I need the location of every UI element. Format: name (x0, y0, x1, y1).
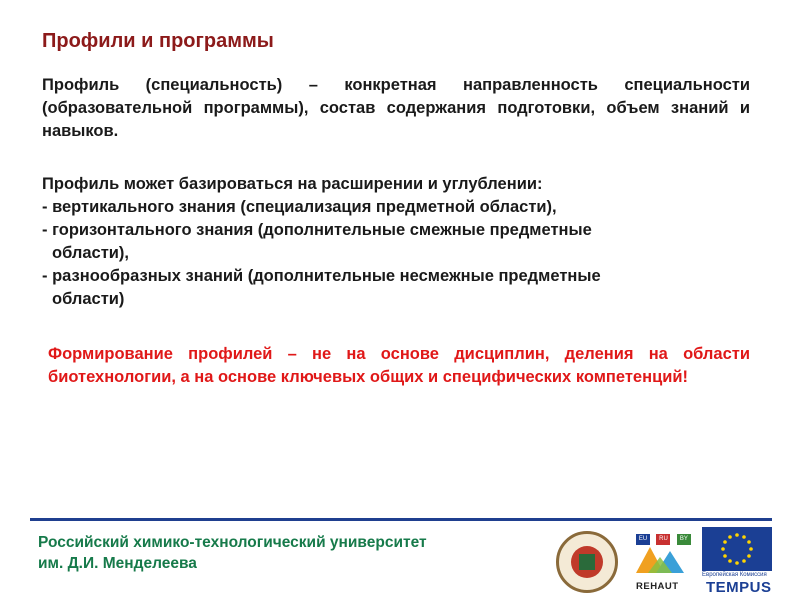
university-name-line1: Российский химико-технологический университет (38, 534, 427, 551)
flag-ru: RU (656, 534, 670, 545)
profile-basis-list (42, 173, 750, 311)
footer-divider (30, 518, 772, 521)
flag-eu: EU (636, 534, 650, 545)
partner-flags (636, 527, 693, 545)
flag-by: BY (677, 534, 691, 545)
tempus-logo-text: TEMPUS (706, 579, 772, 596)
eu-stars-icon (702, 527, 772, 571)
list-item-horizontal-cont: области), (52, 244, 129, 262)
list-item-horizontal: - горизонтального знания (дополнительные смежные предметные (42, 221, 592, 239)
highlight-statement: Формирование профилей – не на основе дисциплин, деления на области биотехнологии, а на основе ключевых общих и специфических компетенций! (48, 345, 750, 386)
rehaut-mark-icon (634, 545, 686, 575)
university-name-line2: им. Д.И. Менделеева (38, 555, 197, 572)
list-item-diverse: - разнообразных знаний (дополнительные несмежные предметные (42, 267, 601, 285)
eu-flag-logo (702, 527, 772, 571)
profile-basis-intro: Профиль может базироваться на расширении и углублении: (42, 175, 543, 193)
eu-commission-caption: Европейская Комиссия (702, 572, 767, 578)
partner-logos (550, 525, 775, 597)
slide-title: Профили и программы (42, 30, 274, 52)
rehaut-logo-text: REHAUT (636, 581, 679, 592)
profile-definition: Профиль (специальность) – конкретная направленность специальности (образовательной программы), состав содержания подготовки, объем знаний и навыков. (42, 76, 750, 140)
university-seal-logo (556, 531, 618, 593)
list-item-diverse-cont: области) (52, 290, 125, 308)
list-item-vertical: - вертикального знания (специализация предметной области), (42, 198, 557, 216)
university-name (38, 532, 508, 574)
